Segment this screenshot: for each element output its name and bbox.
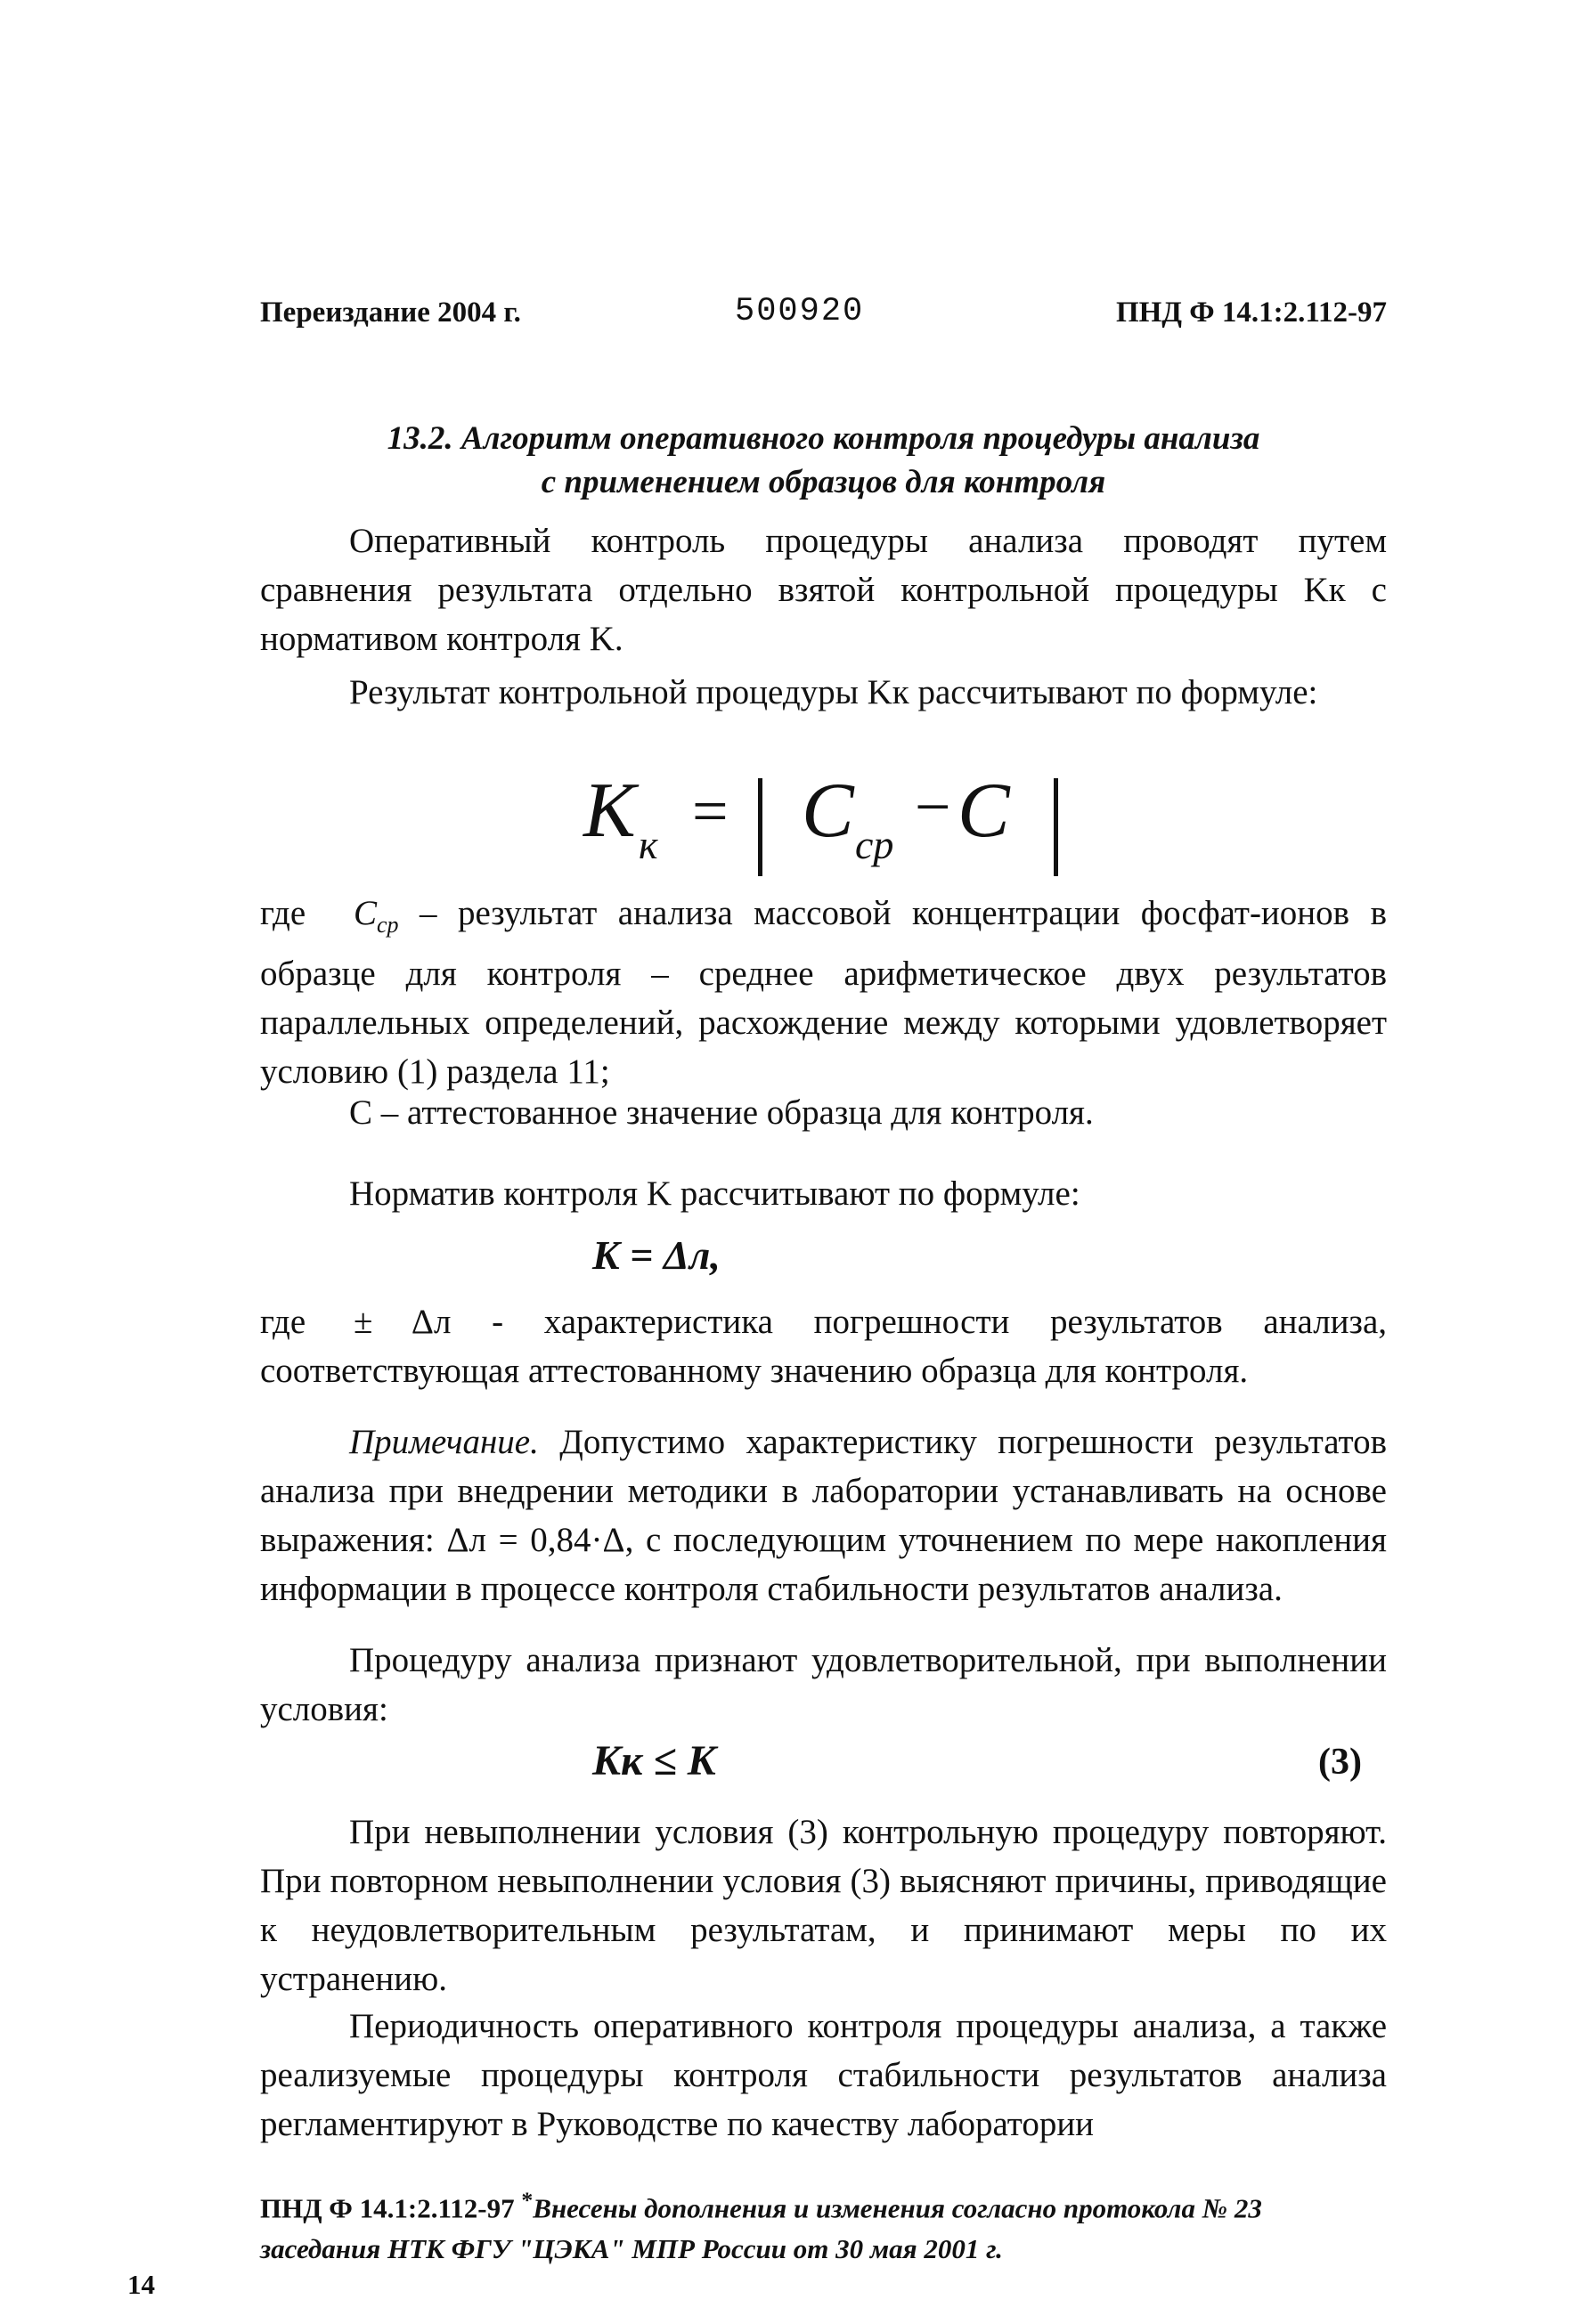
formula-condition-number: (3)	[1318, 1742, 1362, 1783]
definition-delta-label: где	[260, 1303, 306, 1341]
formula-kk-c1: C	[802, 768, 854, 854]
footer-note	[260, 2180, 1387, 2270]
note-text: Допустимо характеристику погрешности результатов анализа при внедрении методики в лаборатории устанавливать на основе выражения: Δл = 0,84·Δ, с последующим уточнением по мере накопления информации в процессе контроля стабильности результатов анализа.	[260, 1423, 1387, 1608]
paragraph-condition-failure: При невыполнении условия (3) контрольную процедуру повторяют. При повторном невыполнении условия (3) выясняют причины, приводящие к неудовлетворительным результатам, и принимают меры по их устранению.	[260, 1813, 1387, 1998]
section-heading-line2: с применением образцов для контроля	[541, 464, 1106, 500]
formula-kk	[583, 766, 1118, 882]
formula-kk-lhs-sub: к	[639, 822, 658, 867]
footer-code: ПНД Ф 14.1:2.112-97	[260, 2192, 515, 2224]
formula-kk-eq: =	[692, 776, 729, 847]
formula-kk-lhs: K	[583, 768, 636, 854]
formula-kk-c2: C	[957, 768, 1010, 854]
paragraph-operative-control: Оперативный контроль процедуры анализа проводят путем сравнения результата отдельно взятой контрольной процедуры Kк с нормативом контроля K.	[260, 522, 1387, 658]
definition-delta	[260, 1297, 1387, 1395]
footer-mark: *	[521, 2187, 534, 2213]
paragraph-result-formula-intro: Результат контрольной процедуры Kк рассчитывают по формуле:	[349, 673, 1318, 711]
paragraph-norm-formula-intro: Норматив контроля K рассчитывают по формуле:	[349, 1174, 1080, 1213]
reprint-year: Переиздание 2004 г.	[260, 297, 521, 329]
page-header	[260, 289, 1387, 343]
paragraph-periodicity: Периодичность оперативного контроля процедуры анализа, а также реализуемые процедуры контроля стабильности результатов анализа регламентируют в Руководстве по качеству лаборатории	[260, 2007, 1387, 2143]
formula-k-norm: K = Δл,	[592, 1232, 721, 1278]
formula-kk-abs-right	[1054, 778, 1058, 876]
note-label: Примечание.	[349, 1423, 539, 1461]
document-stamp-number: 500920	[735, 293, 865, 330]
definition-c-avg-label: где	[260, 894, 306, 932]
definition-c-avg-text: – результат анализа массовой концентрации фосфат-ионов в образце для контроля – среднее арифметическое двух результатов параллельных определений, расхождение между которыми удовлетворяет условию (1) раздела 11;	[260, 894, 1387, 1091]
definition-c-avg	[260, 889, 1387, 1096]
formula-condition: Kк ≤ K	[592, 1737, 716, 1784]
formula-kk-abs-left	[758, 778, 762, 876]
page-number: 14	[127, 2269, 155, 2300]
paragraph-condition-intro: Процедуру анализа признают удовлетворительной, при выполнении условия:	[260, 1641, 1387, 1728]
c-avg-symbol: C	[354, 894, 378, 932]
formula-kk-minus: −	[915, 771, 951, 842]
c-avg-symbol-sub: ср	[377, 911, 399, 938]
formula-kk-c1-sub: ср	[855, 822, 894, 867]
section-heading-line1: 13.2. Алгоритм оперативного контроля процедуры анализа	[387, 420, 1260, 457]
footer-note-text: Внесены дополнения и изменения согласно протокола № 23 заседания НТК ФГУ "ЦЭКА" МПР России от 30 мая 2001 г.	[260, 2192, 1262, 2265]
definition-delta-text: ± Δл - характеристика погрешности результатов анализа, соответствующая аттестованному значению образца для контроля.	[260, 1303, 1387, 1390]
definition-c: C – аттестованное значение образца для контроля.	[349, 1093, 1094, 1132]
note-paragraph	[260, 1418, 1387, 1613]
document-code: ПНД Ф 14.1:2.112-97	[1115, 297, 1387, 329]
